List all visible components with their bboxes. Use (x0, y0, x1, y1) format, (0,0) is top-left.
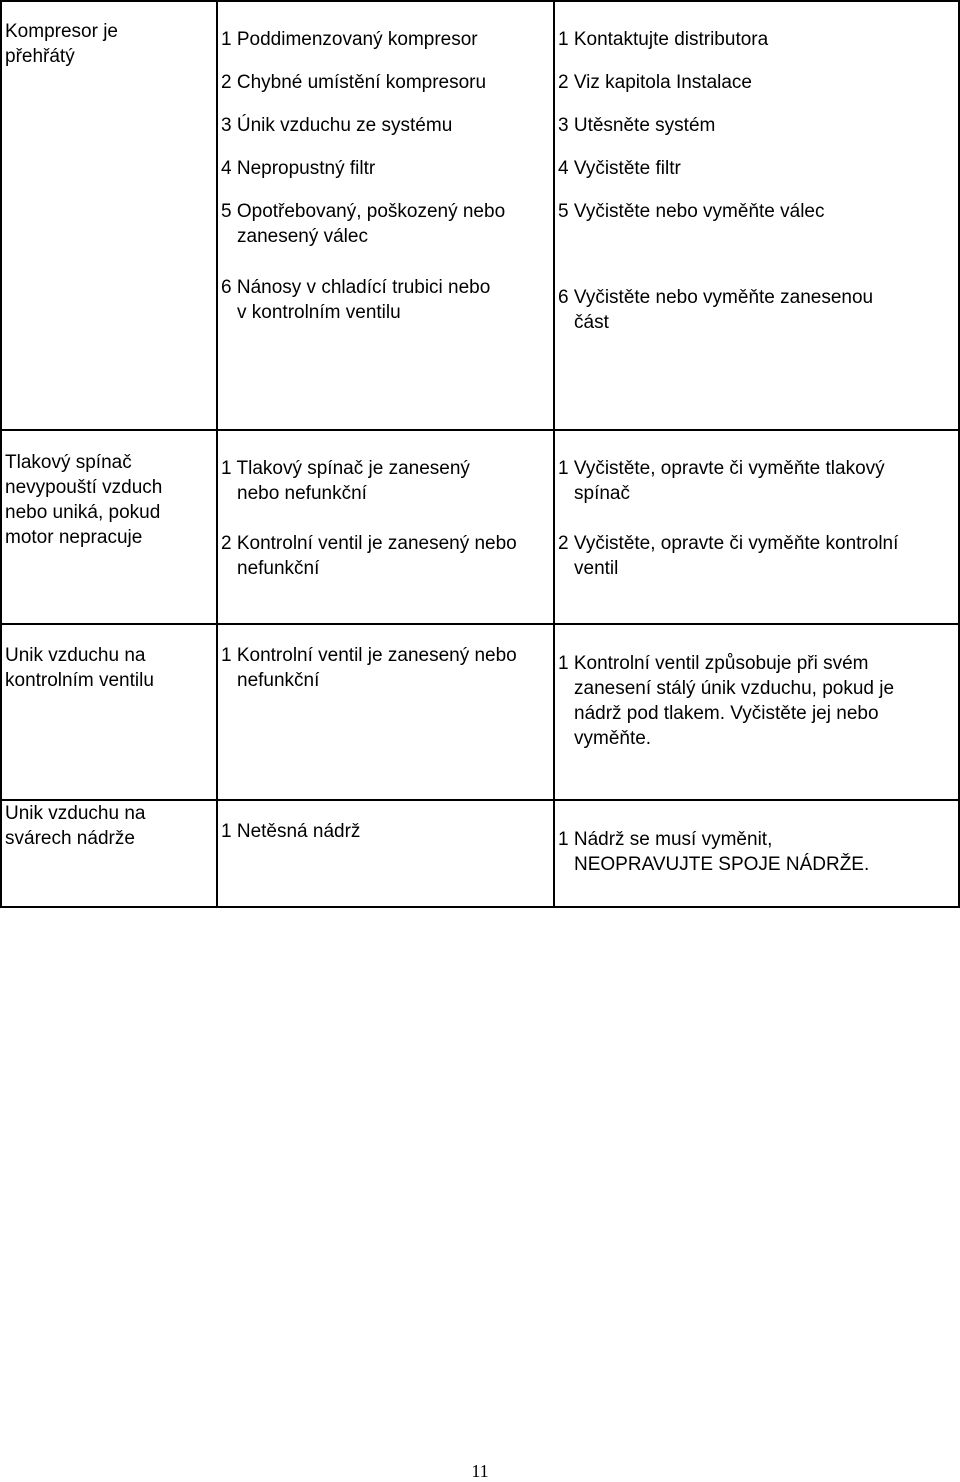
remedy-item: 4 Vyčistěte filtr (558, 158, 681, 179)
page-number: 11 (471, 1461, 489, 1481)
problem-line: Unik vzduchu na (5, 645, 146, 666)
problem-cell (5, 643, 210, 693)
row-divider-2 (0, 623, 960, 625)
cause-cell (221, 27, 551, 325)
problem-cell (5, 450, 210, 550)
cause-item: 2 Chybné umístění kompresoru (221, 72, 487, 93)
problem-line: nebo uniká, pokud (5, 502, 161, 523)
remedy-cell (558, 27, 956, 335)
remedy-item: 1 Vyčistěte, opravte či vyměňte tlakový spínač (558, 458, 885, 504)
remedy-item: 1 Kontrolní ventil způsobuje při svém zanesení stálý únik vzduchu, pokud je nádrž pod tlakem. Vyčistěte jej nebo vyměňte. (558, 653, 895, 749)
remedy-item: 1 Kontaktujte distributora (558, 29, 769, 50)
remedy-item: 3 Utěsněte systém (558, 115, 716, 136)
table-border-left (0, 0, 2, 908)
remedy-cell (558, 651, 956, 751)
remedy-item: 6 Vyčistěte nebo vyměňte zanesenou část (558, 287, 874, 333)
cause-item: 1 Netěsná nádrž (221, 821, 361, 842)
problem-cell (5, 801, 210, 851)
row-divider-1 (0, 429, 960, 431)
cause-item: 1 Kontrolní ventil je zanesený nebo nefunkční (221, 645, 517, 691)
remedy-cell (558, 456, 956, 581)
cause-cell (221, 643, 555, 693)
cause-item: 2 Kontrolní ventil je zanesený nebo nefunkční (221, 533, 517, 579)
cause-item: 1 Poddimenzovaný kompresor (221, 29, 478, 50)
cause-item: 1 Tlakový spínač je zanesený nebo nefunkční (221, 458, 470, 504)
remedy-item: 2 Viz kapitola Instalace (558, 72, 752, 93)
table-border-top (0, 0, 960, 2)
table-border-bottom (0, 906, 960, 908)
problem-line: Tlakový spínač (5, 452, 132, 473)
cause-cell (221, 819, 555, 844)
remedy-item: 5 Vyčistěte nebo vyměňte válec (558, 201, 825, 222)
problem-line: Unik vzduchu na (5, 803, 146, 824)
remedy-item: 1 Nádrž se musí vyměnit, NEOPRAVUJTE SPOJE NÁDRŽE. (558, 829, 870, 875)
problem-line: Kompresor je (5, 21, 118, 42)
remedy-item: 2 Vyčistěte, opravte či vyměňte kontrolní ventil (558, 533, 899, 579)
column-divider-2 (553, 0, 555, 908)
remedy-cell (558, 827, 956, 877)
cause-item: 3 Únik vzduchu ze systému (221, 115, 453, 136)
column-divider-1 (216, 0, 218, 908)
problem-line: nevypouští vzduch (5, 477, 163, 498)
problem-line: kontrolním ventilu (5, 670, 154, 691)
problem-line: motor nepracuje (5, 527, 143, 548)
cause-item: 6 Nánosy v chladící trubici nebo v kontrolním ventilu (221, 277, 491, 323)
problem-cell (5, 19, 210, 69)
problem-line: přehřátý (5, 46, 75, 67)
cause-item: 4 Nepropustný filtr (221, 158, 376, 179)
problem-line: svárech nádrže (5, 828, 135, 849)
cause-item: 5 Opotřebovaný, poškozený nebo zanesený válec (221, 201, 506, 247)
cause-cell (221, 456, 555, 581)
